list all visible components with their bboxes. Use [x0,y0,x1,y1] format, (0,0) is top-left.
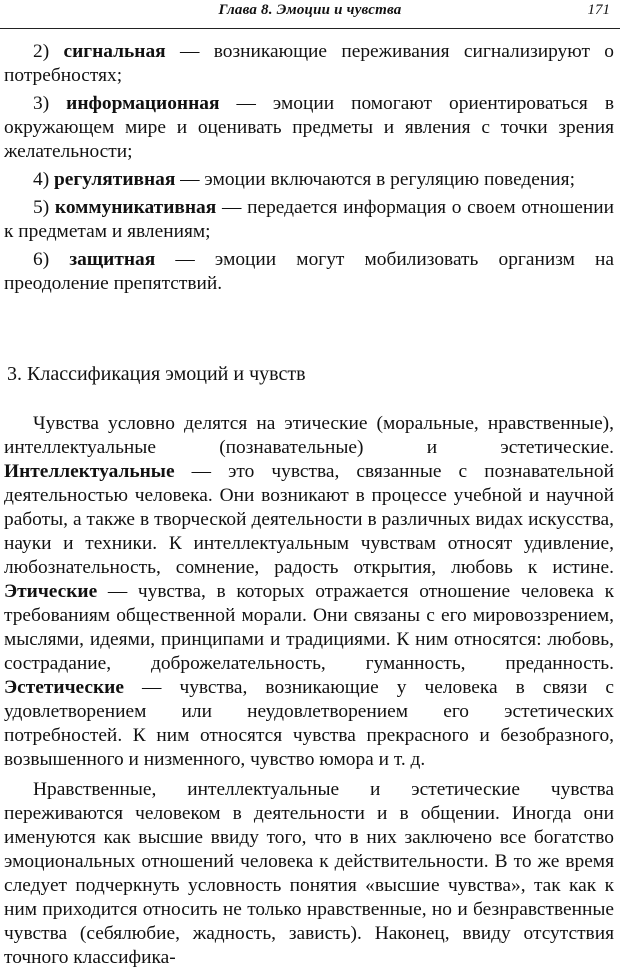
paragraph-text: — это чувства, связанные с познавательной деятельностью человека. Они возникают в процессе учебной и научной работы, а также в творческой деятельности в различных видах искусства, науки и техники. К интеллектуальным чувствам относят удивление, любознательность, сомнение, радость открытия, любовь к истине. [4,461,614,578]
term-aesthetic: Эстетические [4,677,124,698]
list-item-text: — эмоции помогают ориентироваться в окружающем мире и оценивать предметы и явления с точки зрения желательности; [4,93,614,162]
list-item [4,196,614,244]
functions-list [4,40,614,296]
list-item-number: 6) [33,249,50,270]
list-item [4,92,614,164]
list-item-number: 4) [33,169,50,190]
list-item [4,248,614,296]
paragraph-text: — чувства, возникающие у человека в связи с удовлетворением или неудовлетворением его эстетических потребностей. К ним относятся чувства прекрасного и безобразного, возвышенного и низменного, чувство юмора и т. д. [4,677,614,770]
list-item-number: 3) [33,93,50,114]
chapter-title: Глава 8. Эмоции и чувства [218,2,402,18]
paragraph-text: — чувства, в которых отражается отношение человека к требованиям общественной морали. Они связаны с его мировоззрением, мыслями, идеями, принципами и традициями. К ним относятся: любовь, сострадание, доброжелательность, гуманность, преданность. [4,581,614,674]
list-item-term: коммуникативная [54,197,217,218]
list-item [4,40,614,88]
paragraph-higher-feelings: Нравственные, интеллектуальные и эстетические чувства переживаются человеком в деятельности и в общении. Иногда они именуются как высшие ввиду того, что в них заключено все богатство эмоциональных отношений человека к действительности. В то же время следует подчеркнуть условность понятия «высшие чувства», так как к ним приходится относить не только нравственные, но и безнравственные чувства (себялюбие, жадность, зависть). Наконец, ввиду отсутствия точного классифика- [4,779,614,968]
list-item-term: информационная [66,93,220,114]
list-item-text: — передается информация о своем отношении к предметам и явлениям; [4,197,614,242]
section-body [4,412,614,976]
section-heading: 3. Классификация эмоций и чувств [7,363,306,385]
paragraph-text: Чувства условно делятся на этические (моральные, нравственные), интеллектуальные (познавательные) и эстетические. [4,413,614,458]
running-header [0,0,620,29]
paragraph-feelings-types [4,412,614,772]
list-item-term: сигнальная [63,41,166,62]
list-item-number: 2) [33,41,50,62]
list-item-text: — эмоции могут мобилизовать организм на преодоление препятствий. [4,249,614,294]
list-item-number: 5) [33,197,50,218]
list-item-text: — эмоции включаются в регуляцию поведения; [175,169,575,190]
list-item-text: — возникающие переживания сигнализируют о потребностях; [4,41,614,86]
term-intellectual: Интеллектуальные [4,461,175,482]
term-ethical: Этические [4,581,98,602]
list-item-term: защитная [69,249,156,270]
page-number: 171 [587,2,610,18]
list-item-term: регулятивная [54,169,176,190]
list-item [4,168,614,192]
